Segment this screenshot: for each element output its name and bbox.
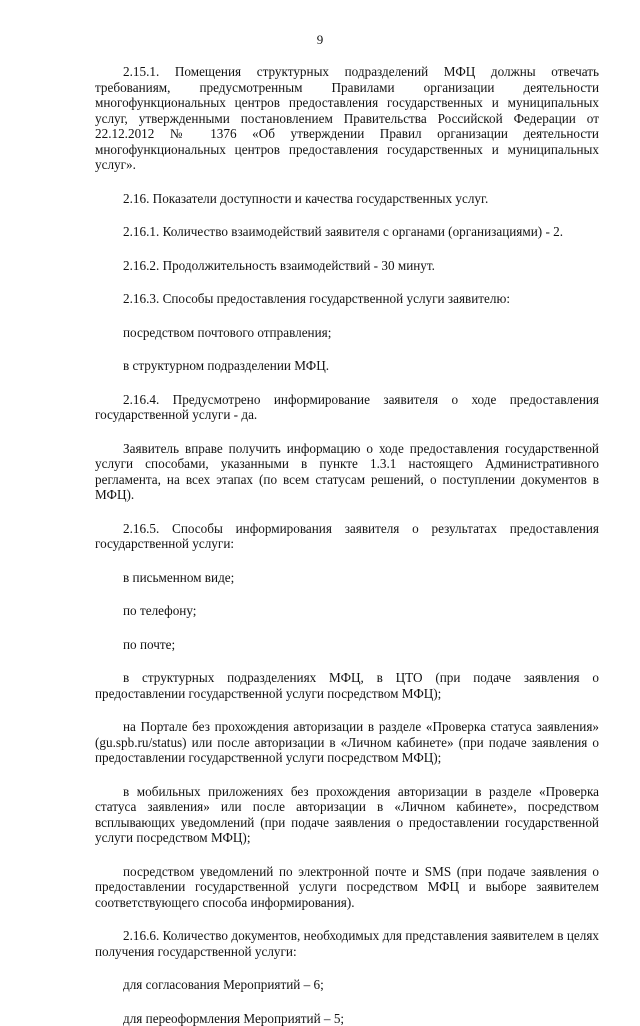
paragraph-2-16-1: 2.16.1. Количество взаимодействий заявителя с органами (организациями) - 2.	[95, 224, 599, 240]
list-item-mail: по почте;	[95, 637, 599, 653]
page-number: 9	[0, 32, 640, 48]
list-item-mfc-office: в структурном подразделении МФЦ.	[95, 358, 599, 374]
list-item-phone: по телефону;	[95, 603, 599, 619]
list-item-written: в письменном виде;	[95, 570, 599, 586]
list-item-approval-count: для согласования Мероприятий – 6;	[95, 977, 599, 993]
list-item-email-sms: посредством уведомлений по электронной почте и SMS (при подаче заявления о предоставлении государственной услуги посредством МФЦ и выборе заявителем соответствующего способа информирования).	[95, 864, 599, 911]
paragraph-2-16-2: 2.16.2. Продолжительность взаимодействий - 30 минут.	[95, 258, 599, 274]
document-body	[95, 64, 599, 1026]
paragraph-2-16-5: 2.16.5. Способы информирования заявителя о результатах предоставления государственной услуги:	[95, 521, 599, 552]
paragraph-2-16-3: 2.16.3. Способы предоставления государственной услуги заявителю:	[95, 291, 599, 307]
paragraph-2-16-6: 2.16.6. Количество документов, необходимых для представления заявителем в целях получения государственной услуги:	[95, 928, 599, 959]
list-item-mobile-apps: в мобильных приложениях без прохождения авторизации в разделе «Проверка статуса заявления» или после авторизации в «Личном кабинете», посредством всплывающих уведомлений (при подаче заявления о предоставлении государственной услуги посредством МФЦ);	[95, 784, 599, 846]
list-item-postal: посредством почтового отправления;	[95, 325, 599, 341]
paragraph-2-16-4: 2.16.4. Предусмотрено информирование заявителя о ходе предоставления государственной услуги - да.	[95, 392, 599, 423]
paragraph-applicant-right: Заявитель вправе получить информацию о ходе предоставления государственной услуги способами, указанными в пункте 1.3.1 настоящего Административного регламента, на всех этапах (по всем статусам решений, о поступлении документов в МФЦ).	[95, 441, 599, 503]
list-item-reissue-count: для переоформления Мероприятий – 5;	[95, 1011, 599, 1026]
list-item-mfc-cto: в структурных подразделениях МФЦ, в ЦТО (при подаче заявления о предоставлении государственной услуги посредством МФЦ);	[95, 670, 599, 701]
paragraph-2-16: 2.16. Показатели доступности и качества государственных услуг.	[95, 191, 599, 207]
paragraph-2-15-1: 2.15.1. Помещения структурных подразделений МФЦ должны отвечать требованиям, предусмотренным Правилами организации деятельности многофункциональных центров предоставления государственных и муниципальных услуг, утвержденными постановлением Правительства Российской Федерации от 22.12.2012 № 1376 «Об утверждении Правил организации деятельности многофункциональных центров предоставления государственных и муниципальных услуг».	[95, 64, 599, 173]
list-item-portal: на Портале без прохождения авторизации в разделе «Проверка статуса заявления» (gu.spb.ru/status) или после авторизации в «Личном кабинете» (при подаче заявления о предоставлении государственной услуги посредством МФЦ);	[95, 719, 599, 766]
